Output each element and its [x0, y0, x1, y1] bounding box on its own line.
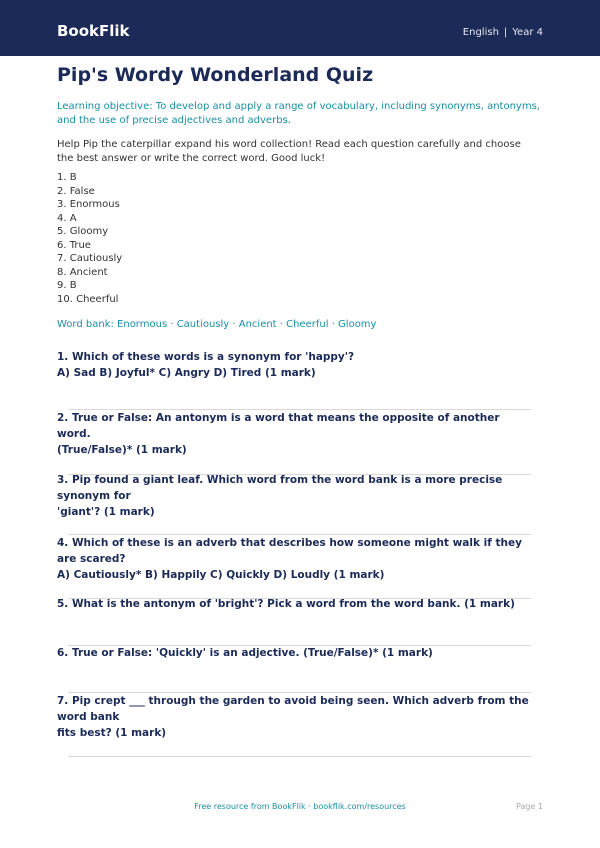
answer-item: 7. Cautiously	[57, 253, 123, 264]
question-options: A) Cautiously* B) Happily C) Quickly D) Loudly (1 mark)	[57, 569, 385, 581]
question-text: 4. Which of these is an adverb that describes how someone might walk if they are scared?	[57, 537, 522, 565]
question-1	[57, 349, 535, 381]
answer-item: 10. Cheerful	[57, 293, 119, 305]
subject-label: English	[462, 27, 499, 38]
question-text: 1. Which of these words is a synonym for 'happy'?	[57, 351, 355, 363]
question-options: (True/False)* (1 mark)	[57, 444, 187, 456]
question-text: 2. True or False: An antonym is a word that means the opposite of another word.	[57, 412, 500, 440]
question-options: fits best? (1 mark)	[57, 727, 167, 739]
question-7	[57, 693, 535, 741]
page-title: Pip's Wordy Wonderland Quiz	[57, 64, 374, 86]
question-text: 6. True or False: 'Quickly' is an adjective. (True/False)* (1 mark)	[57, 647, 433, 659]
question-3	[57, 472, 535, 520]
answer-item: 9. B	[57, 280, 77, 291]
subject-year	[463, 27, 543, 38]
header-bar	[0, 0, 600, 56]
answer-list	[57, 171, 122, 306]
question-4	[57, 535, 535, 583]
question-options: A) Sad B) Joyful* C) Angry D) Tired (1 mark)	[57, 367, 316, 379]
answer-item: 6. True	[57, 239, 91, 251]
question-5	[57, 596, 535, 612]
answer-item: 1. B	[57, 172, 77, 183]
answer-item: 8. Ancient	[57, 266, 108, 278]
intro-text: Help Pip the caterpillar expand his word collection! Read each question carefully and choose the best answer or write the correct word. Good luck!	[57, 139, 521, 164]
question-text: 3. Pip found a giant leaf. Which word from the word bank is a more precise synonym for	[57, 474, 503, 502]
answer-item: 5. Gloomy	[57, 226, 109, 237]
learning-objective: Learning objective: To develop and apply a range of vocabulary, including synonyms, antonyms, and the use of precise adjectives and adverbs.	[57, 101, 540, 126]
question-options: 'giant'? (1 mark)	[57, 506, 155, 518]
answer-item: 3. Enormous	[57, 199, 120, 210]
answer-item: 4. A	[57, 212, 77, 224]
question-text: 5. What is the antonym of 'bright'? Pick a word from the word bank. (1 mark)	[57, 598, 515, 610]
question-text: 7. Pip crept ___ through the garden to avoid being seen. Which adverb from the word bank	[57, 695, 529, 723]
year-label: Year 4	[512, 27, 543, 38]
brand-logo[interactable]: BookFlik	[57, 22, 130, 40]
question-2	[57, 410, 535, 458]
answer-item: 2. False	[57, 185, 95, 197]
page-number: Page 1	[516, 802, 543, 811]
footer-link[interactable]: Free resource from BookFlik · bookflik.com/resources	[194, 802, 406, 811]
word-bank: Word bank: Enormous · Cautiously · Ancient · Cheerful · Gloomy	[57, 319, 377, 330]
question-6	[57, 645, 535, 661]
separator: |	[503, 27, 508, 38]
answer-line	[68, 756, 531, 757]
